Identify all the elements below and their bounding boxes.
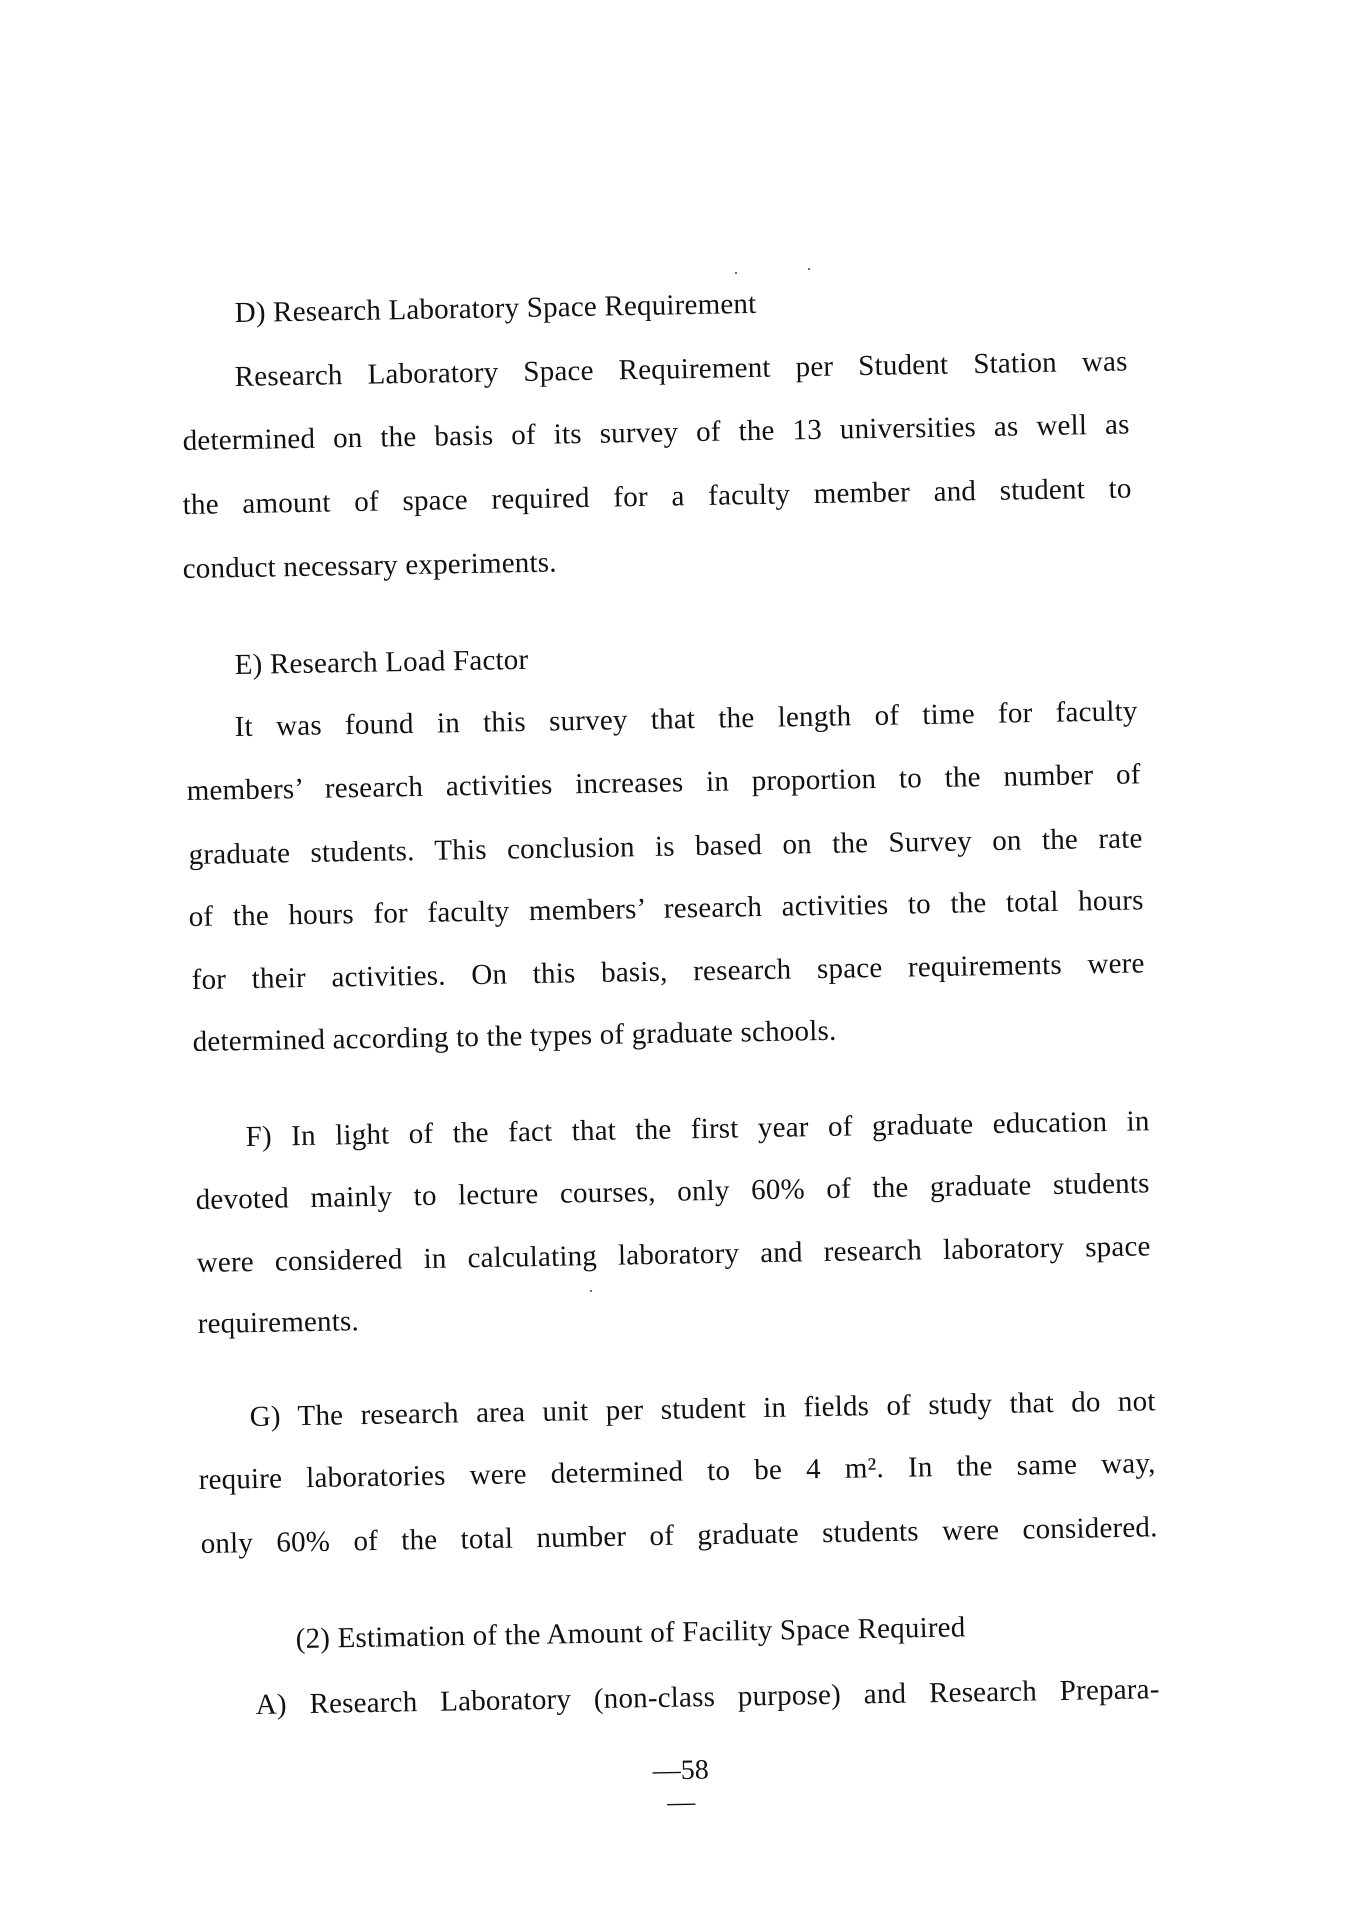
body-line: require laboratories were determined to be 4 m². In the same way,: [198, 1447, 1156, 1497]
body-line: devoted mainly to lecture courses, only 60% of the graduate students: [195, 1167, 1150, 1217]
body-line: determined according to the types of graduate schools.: [192, 1014, 837, 1059]
heading-section-d: D) Research Laboratory Space Requirement: [234, 287, 757, 330]
scan-speck: [808, 268, 810, 270]
body-line-section-g: G) The research area unit per student in fields of study that do not: [249, 1385, 1156, 1434]
scan-speck: [735, 272, 737, 274]
body-line: determined on the basis of its survey of the 13 universities as well as: [182, 408, 1130, 458]
body-line: for their activities. On this basis, research space requirements were: [191, 947, 1145, 997]
body-line: members’ research activities increases in proportion to the number of: [186, 758, 1141, 808]
body-line: It was found in this survey that the length of time for faculty: [234, 695, 1138, 744]
body-line: graduate students. This conclusion is based on the Survey on the rate: [188, 822, 1143, 872]
body-line-section-f: F) In light of the fact that the first year of graduate education in: [245, 1105, 1150, 1154]
body-line: of the hours for faculty members’ research activities to the total hours: [188, 884, 1144, 934]
body-line-section-2a: A) Research Laboratory (non-class purpose) and Research Prepara-: [255, 1673, 1160, 1722]
body-line: the amount of space required for a faculty member and student to: [182, 472, 1132, 522]
body-line: requirements.: [197, 1305, 360, 1341]
body-line: conduct necessary experiments.: [182, 546, 557, 586]
scan-speck: [590, 1290, 592, 1292]
page-number: —58—: [652, 1754, 709, 1819]
body-line: Research Laboratory Space Requirement per Student Station was: [234, 345, 1128, 394]
body-line: were considered in calculating laboratory and research laboratory space: [196, 1230, 1151, 1280]
heading-section-e: E) Research Load Factor: [234, 643, 529, 682]
body-line: only 60% of the total number of graduate students were considered.: [200, 1511, 1158, 1561]
heading-section-2: (2) Estimation of the Amount of Facility Space Required: [295, 1611, 966, 1656]
